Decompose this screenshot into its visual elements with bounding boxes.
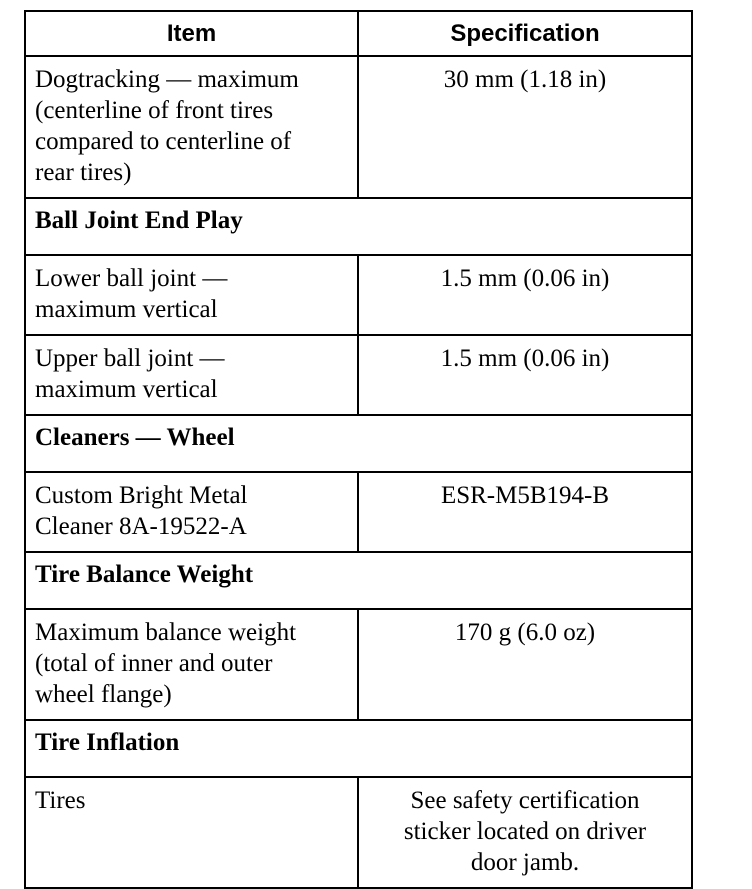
- specification-cell: [358, 777, 692, 888]
- specification-cell: [358, 255, 692, 335]
- table-row: [25, 609, 692, 720]
- item-cell: [25, 255, 358, 335]
- table-row: [25, 335, 692, 415]
- item-line: Dogtracking — maximum: [35, 66, 299, 93]
- item-cell: [25, 609, 358, 720]
- spec-line: 170 g (6.0 oz): [454, 619, 596, 646]
- specification-cell: [358, 609, 692, 720]
- item-cell: [25, 472, 358, 552]
- item-column-header: Item: [25, 11, 358, 56]
- item-line: Tires: [35, 787, 86, 814]
- section-row: [25, 198, 692, 255]
- item-line: rear tires): [35, 159, 132, 186]
- item-line: (total of inner and outer: [35, 650, 273, 677]
- item-cell: [25, 335, 358, 415]
- spec-line: See safety certification: [410, 787, 640, 814]
- spec-line: ESR-M5B194-B: [440, 482, 610, 509]
- section-heading: Tire Inflation: [25, 720, 692, 777]
- spec-line: 30 mm (1.18 in): [443, 66, 607, 93]
- section-row: [25, 720, 692, 777]
- section-heading: Ball Joint End Play: [25, 198, 692, 255]
- item-line: Lower ball joint —: [35, 265, 228, 292]
- specification-column-header: Specification: [358, 11, 692, 56]
- table-row: [25, 777, 692, 888]
- item-line: Custom Bright Metal: [35, 482, 248, 509]
- item-line: Maximum balance weight: [35, 619, 297, 646]
- item-line: (centerline of front tires: [35, 97, 274, 124]
- table-row: [25, 472, 692, 552]
- header-row: [25, 11, 692, 56]
- item-line: wheel flange): [35, 681, 172, 708]
- item-line: compared to centerline of: [35, 128, 292, 155]
- spec-line: 1.5 mm (0.06 in): [440, 265, 610, 292]
- spec-line: door jamb.: [470, 849, 580, 876]
- specification-cell: [358, 335, 692, 415]
- specification-cell: [358, 56, 692, 198]
- table-row: [25, 255, 692, 335]
- section-row: [25, 415, 692, 472]
- specification-cell: [358, 472, 692, 552]
- section-heading: Cleaners — Wheel: [25, 415, 692, 472]
- item-cell: [25, 56, 358, 198]
- spec-line: 1.5 mm (0.06 in): [440, 345, 610, 372]
- item-cell: [25, 777, 358, 888]
- section-row: [25, 552, 692, 609]
- spec-line: sticker located on driver: [403, 818, 647, 845]
- item-line: Upper ball joint —: [35, 345, 225, 372]
- table-row: [25, 56, 692, 198]
- item-line: maximum vertical: [35, 296, 218, 323]
- item-line: maximum vertical: [35, 376, 218, 403]
- item-line: Cleaner 8A-19522-A: [35, 513, 247, 540]
- section-heading: Tire Balance Weight: [25, 552, 692, 609]
- specification-table: [24, 10, 693, 889]
